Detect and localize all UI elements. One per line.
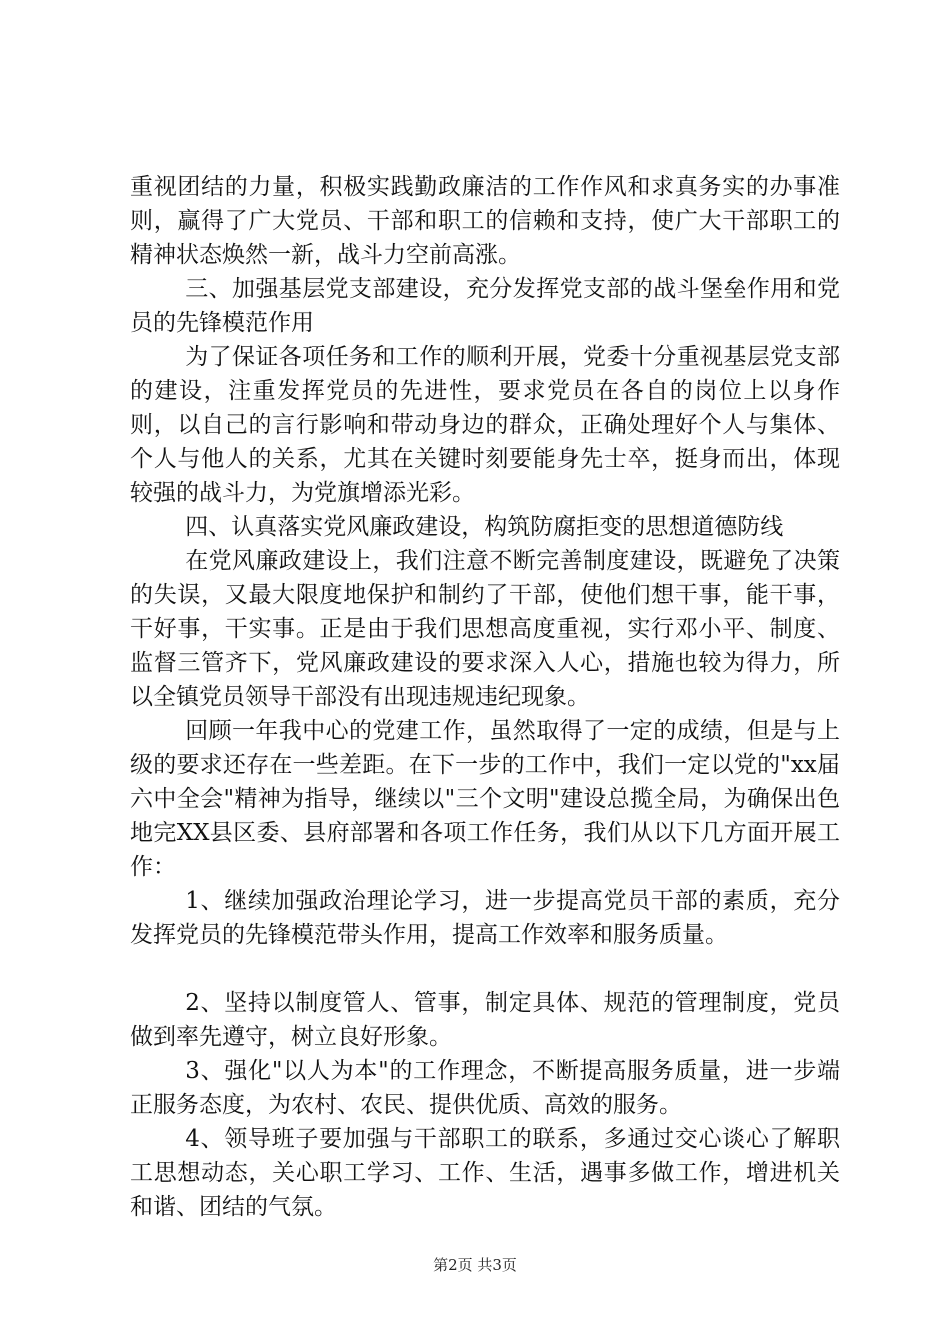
list-item-1: 1、继续加强政治理论学习，进一步提高党员干部的素质，充分发挥党员的先锋模范带头作用，提高工作效率和服务质量。 (130, 888, 840, 948)
page-number-label: 第2页 共3页 (433, 1256, 517, 1274)
paragraph-integrity-construction: 在党风廉政建设上，我们注意不断完善制度建设，既避免了决策的失误，又最大限度地保护和制约了干部，使他们想干事，能干事，干好事，干实事。正是由于我们思想高度重视，实行邓小平、制度、监督三管齐下，党风廉政建设的要求深入人心，措施也较为得力，所以全镇党员领导干部没有出现违规违纪现象。 (130, 548, 840, 710)
section-heading-three: 三、加强基层党支部建设，充分发挥党支部的战斗堡垒作用和党员的先锋模范作用 (130, 276, 840, 336)
paragraph-continuation: 重视团结的力量，积极实践勤政廉洁的工作作风和求真务实的办事准则，赢得了广大党员、干部和职工的信赖和支持，使广大干部职工的精神状态焕然一新，战斗力空前高涨。 (130, 174, 840, 268)
paragraph-branch-construction: 为了保证各项任务和工作的顺利开展，党委十分重视基层党支部的建设，注重发挥党员的先进性，要求党员在各自的岗位上以身作则，以自己的言行影响和带动身边的群众，正确处理好个人与集体、个人与他人的关系，尤其在关键时刻要能身先士卒，挺身而出，体现较强的战斗力，为党旗增添光彩。 (130, 344, 840, 506)
page-footer (0, 1254, 950, 1275)
paragraph-review: 回顾一年我中心的党建工作，虽然取得了一定的成绩，但是与上级的要求还存在一些差距。在下一步的工作中，我们一定以党的"xx届六中全会"精神为指导，继续以"三个文明"建设总揽全局，为确保出色地完XX县区委、县府部署和各项工作任务，我们从以下几方面开展工作： (130, 718, 840, 880)
document-body (130, 170, 840, 1224)
list-item-4: 4、领导班子要加强与干部职工的联系，多通过交心谈心了解职工思想动态，关心职工学习、工作、生活，遇事多做工作，增进机关和谐、团结的气氛。 (130, 1126, 840, 1220)
list-item-2: 2、坚持以制度管人、管事，制定具体、规范的管理制度，党员做到率先遵守，树立良好形象。 (130, 990, 840, 1050)
section-heading-four: 四、认真落实党风廉政建设，构筑防腐拒变的思想道德防线 (185, 514, 784, 540)
list-item-3: 3、强化"以人为本"的工作理念，不断提高服务质量，进一步端正服务态度，为农村、农民、提供优质、高效的服务。 (130, 1058, 840, 1118)
